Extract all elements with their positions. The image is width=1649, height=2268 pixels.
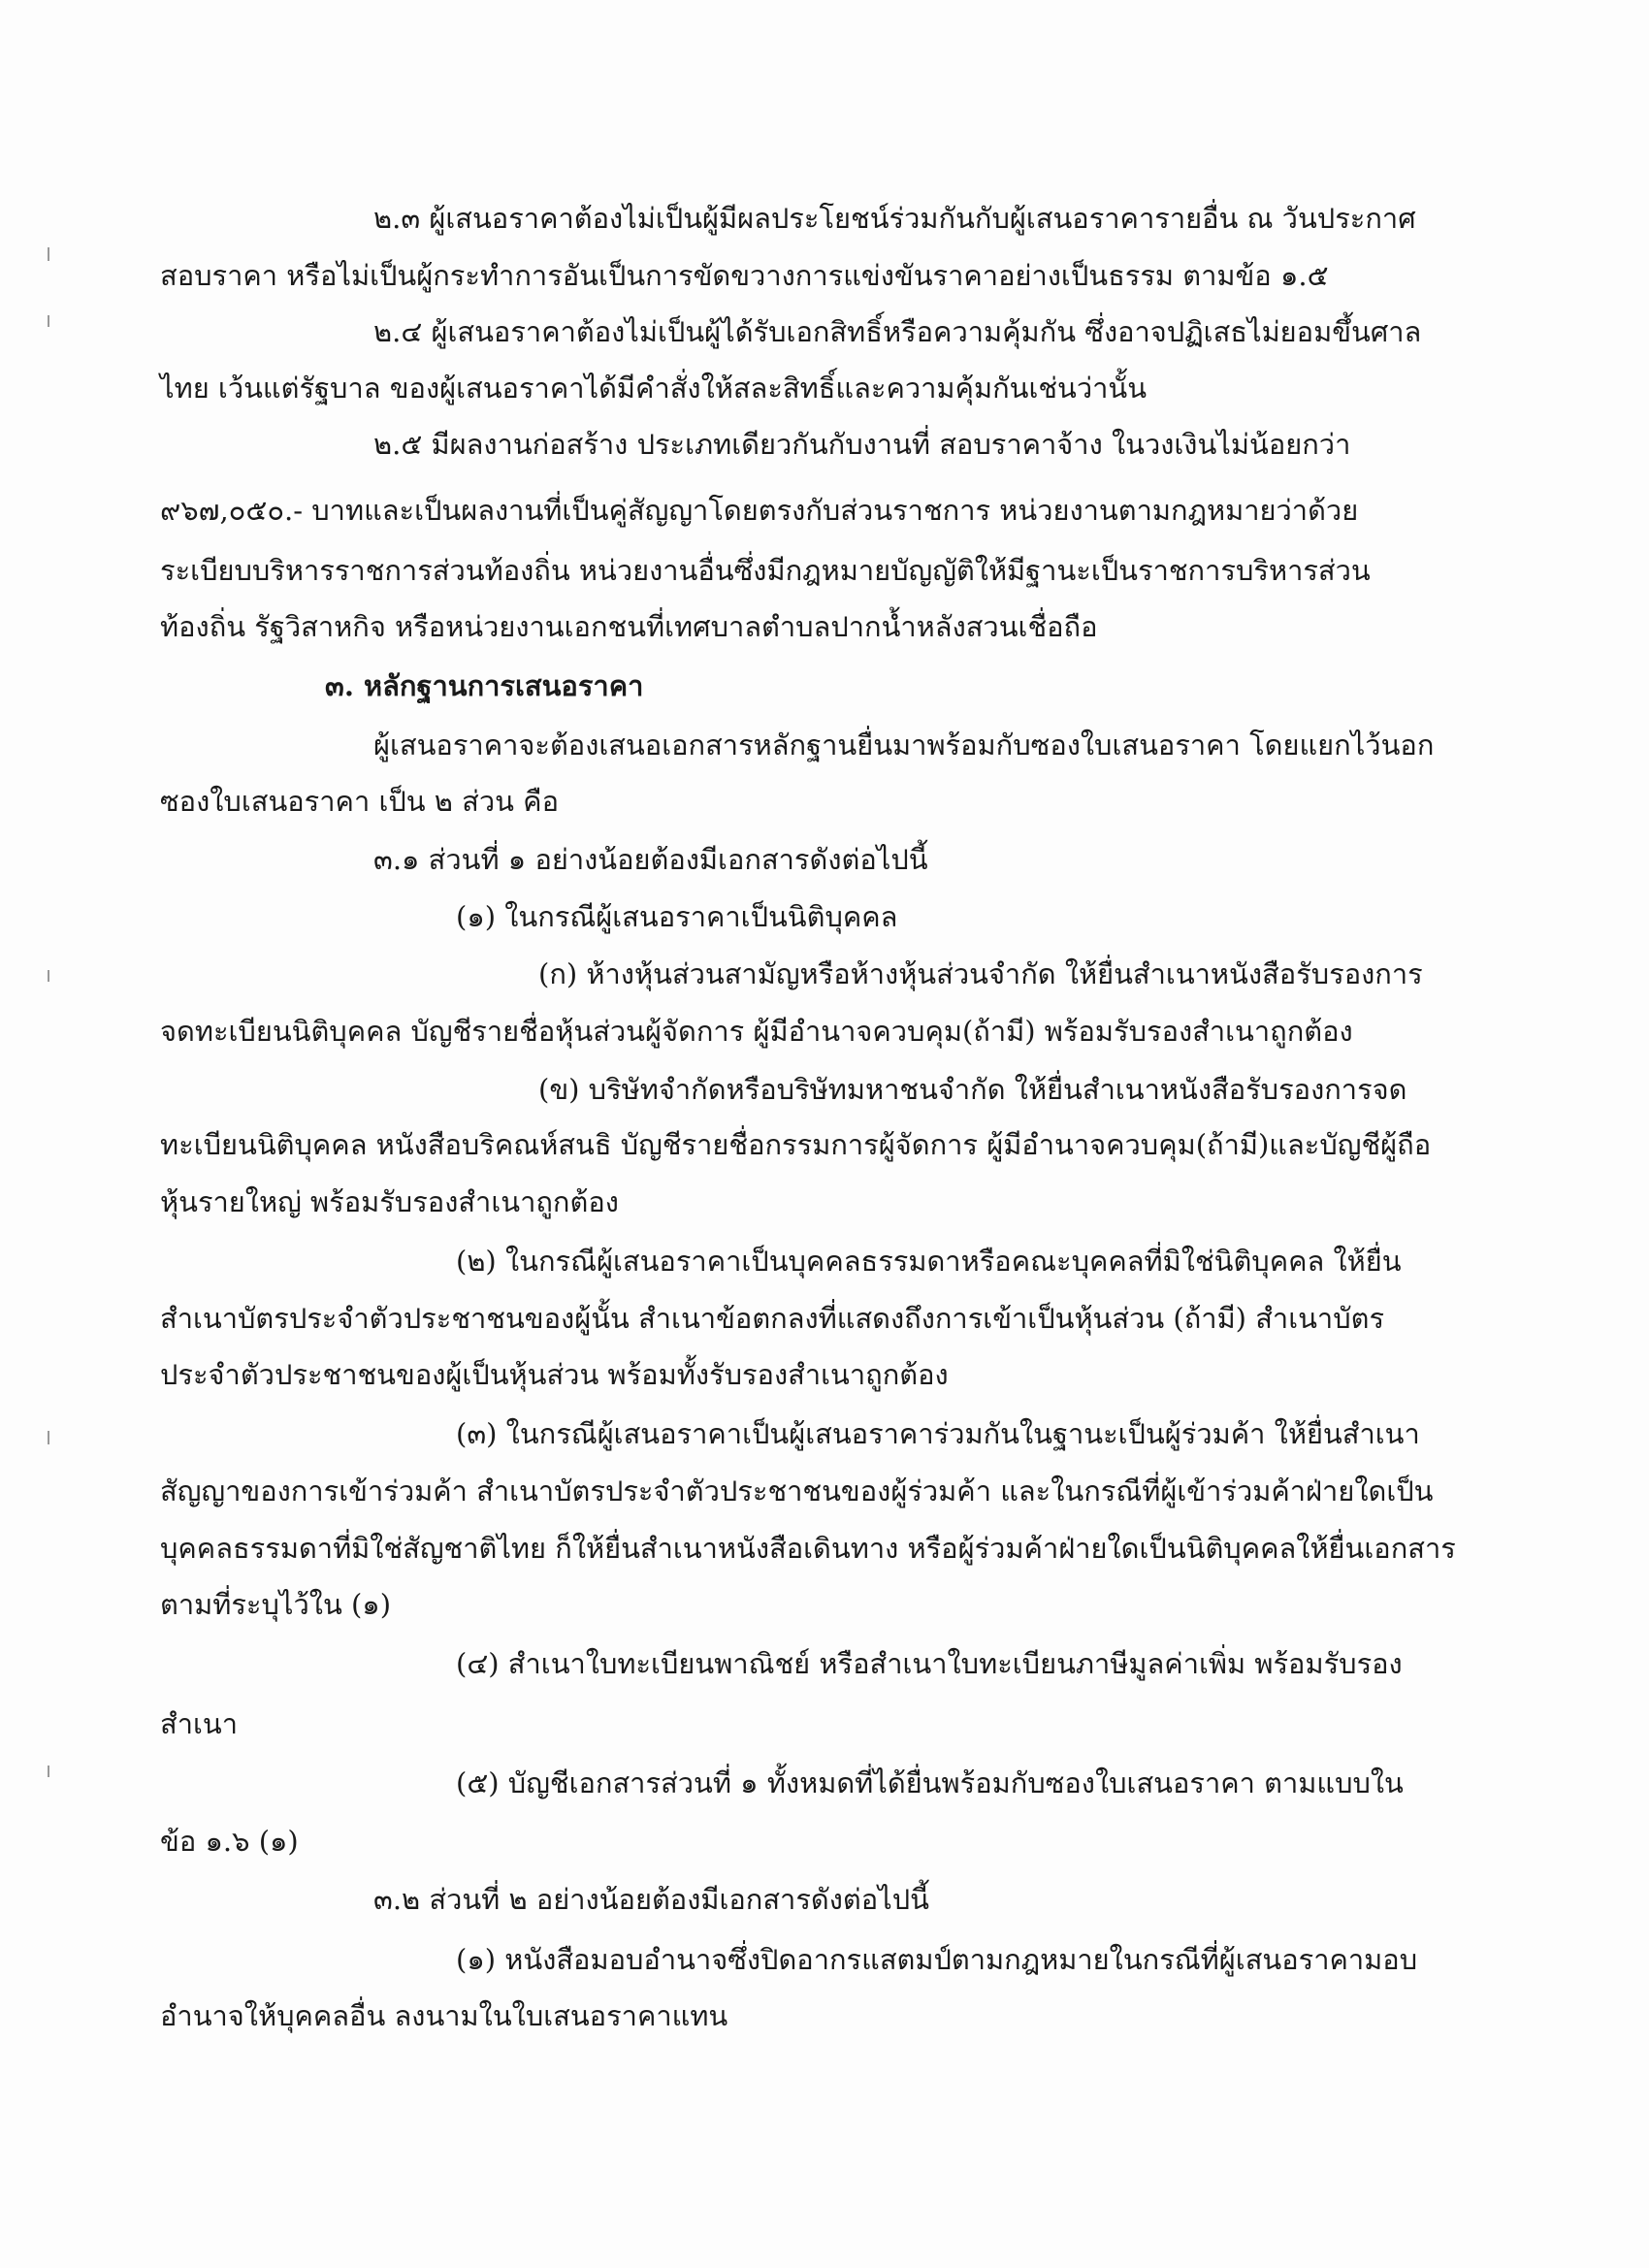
text-line: ๒.๕ มีผลงานก่อสร้าง ประเภทเดียวกันกับงานที่ สอบราคาจ้าง ในวงเงินไม่น้อยกว่า bbox=[373, 428, 1351, 461]
scan-margin-mark bbox=[48, 970, 49, 982]
text-line: สอบราคา หรือไม่เป็นผู้กระทำการอันเป็นการขัดขวางการแข่งขันราคาอย่างเป็นธรรม ตามข้อ ๑.๕ bbox=[160, 259, 1329, 292]
text-line: บุคคลธรรมดาที่มิใช่สัญชาติไทย ก็ให้ยื่นสำเนาหนังสือเดินทาง หรือผู้ร่วมค้าฝ่ายใดเป็นนิติบุคคลให้ยื่นเอกสาร bbox=[160, 1532, 1456, 1565]
scan-margin-mark bbox=[48, 1431, 49, 1444]
text-line: (๑) หนังสือมอบอำนาจซึ่งปิดอากรแสตมป์ตามกฎหมายในกรณีที่ผู้เสนอราคามอบ bbox=[456, 1943, 1418, 1976]
text-line: ๙๖๗,๐๕๐.- บาทและเป็นผลงานที่เป็นคู่สัญญาโดยตรงกับส่วนราชการ หน่วยงานตามกฎหมายว่าด้วย bbox=[160, 494, 1359, 527]
text-line: ทะเบียนนิติบุคคล หนังสือบริคณห์สนธิ บัญชีรายชื่อกรรมการผู้จัดการ ผู้มีอำนาจควบคุม(ถ้ามี)และบัญชีผู้ถือ bbox=[160, 1128, 1432, 1161]
text-line: ระเบียบบริหารราชการส่วนท้องถิ่น หน่วยงานอื่นซึ่งมีกฎหมายบัญญัติให้มีฐานะเป็นราชการบริหารส่วน bbox=[160, 554, 1371, 587]
text-line: ข้อ ๑.๖ (๑) bbox=[160, 1825, 299, 1858]
text-line: ซองใบเสนอราคา เป็น ๒ ส่วน คือ bbox=[160, 785, 559, 818]
text-line: (๒) ในกรณีผู้เสนอราคาเป็นบุคคลธรรมดาหรือคณะบุคคลที่มิใช่นิติบุคคล ให้ยื่น bbox=[456, 1245, 1402, 1278]
text-line: จดทะเบียนนิติบุคคล บัญชีรายชื่อหุ้นส่วนผู้จัดการ ผู้มีอำนาจควบคุม(ถ้ามี) พร้อมรับรองสำเนาถูกต้อง bbox=[160, 1015, 1353, 1048]
scan-margin-mark bbox=[48, 247, 49, 261]
text-line: (ก) ห้างหุ้นส่วนสามัญหรือห้างหุ้นส่วนจำกัด ให้ยื่นสำเนาหนังสือรับรองการ bbox=[538, 957, 1423, 990]
text-line: สัญญาของการเข้าร่วมค้า สำเนาบัตรประจำตัวประชาชนของผู้ร่วมค้า และในกรณีที่ผู้เข้าร่วมค้าฝ่ายใดเป็น bbox=[160, 1474, 1434, 1507]
section-heading: ๓. หลักฐานการเสนอราคา bbox=[325, 669, 644, 702]
text-line: ๓.๑ ส่วนที่ ๑ อย่างน้อยต้องมีเอกสารดังต่อไปนี้ bbox=[373, 843, 928, 876]
text-line: ๓.๒ ส่วนที่ ๒ อย่างน้อยต้องมีเอกสารดังต่อไปนี้ bbox=[373, 1883, 929, 1916]
text-line: ๒.๔ ผู้เสนอราคาต้องไม่เป็นผู้ได้รับเอกสิทธิ์หรือความคุ้มกัน ซึ่งอาจปฏิเสธไม่ยอมขึ้นศาล bbox=[373, 315, 1422, 348]
text-line: (๕) บัญชีเอกสารส่วนที่ ๑ ทั้งหมดที่ได้ยื่นพร้อมกับซองใบเสนอราคา ตามแบบใน bbox=[456, 1766, 1404, 1799]
text-line: อำนาจให้บุคคลอื่น ลงนามในใบเสนอราคาแทน bbox=[160, 1999, 728, 2032]
text-line: สำเนา bbox=[160, 1707, 239, 1740]
text-line: (๑) ในกรณีผู้เสนอราคาเป็นนิติบุคคล bbox=[456, 900, 898, 933]
text-line: (ข) บริษัทจำกัดหรือบริษัทมหาชนจำกัด ให้ยื่นสำเนาหนังสือรับรองการจด bbox=[538, 1073, 1407, 1106]
text-line: ไทย เว้นแต่รัฐบาล ของผู้เสนอราคาได้มีคำสั่งให้สละสิทธิ์และความคุ้มกันเช่นว่านั้น bbox=[160, 372, 1148, 405]
scan-margin-mark bbox=[48, 1766, 49, 1777]
scan-margin-mark bbox=[48, 315, 49, 327]
text-line: หุ้นรายใหญ่ พร้อมรับรองสำเนาถูกต้อง bbox=[160, 1185, 619, 1218]
text-line: (๓) ในกรณีผู้เสนอราคาเป็นผู้เสนอราคาร่วมกันในฐานะเป็นผู้ร่วมค้า ให้ยื่นสำเนา bbox=[456, 1417, 1420, 1450]
text-line: สำเนาบัตรประจำตัวประชาชนของผู้นั้น สำเนาข้อตกลงที่แสดงถึงการเข้าเป็นหุ้นส่วน (ถ้ามี) สำเนาบัตร bbox=[160, 1302, 1385, 1335]
text-line: ประจำตัวประชาชนของผู้เป็นหุ้นส่วน พร้อมทั้งรับรองสำเนาถูกต้อง bbox=[160, 1358, 949, 1391]
text-line: ท้องถิ่น รัฐวิสาหกิจ หรือหน่วยงานเอกชนที่เทศบาลตำบลปากน้ำหลังสวนเชื่อถือ bbox=[160, 610, 1098, 643]
text-line: ผู้เสนอราคาจะต้องเสนอเอกสารหลักฐานยื่นมาพร้อมกับซองใบเสนอราคา โดยแยกไว้นอก bbox=[373, 729, 1435, 761]
text-line: ตามที่ระบุไว้ใน (๑) bbox=[160, 1588, 392, 1621]
text-line: (๔) สำเนาใบทะเบียนพาณิชย์ หรือสำเนาใบทะเบียนภาษีมูลค่าเพิ่ม พร้อมรับรอง bbox=[456, 1647, 1403, 1680]
text-line: ๒.๓ ผู้เสนอราคาต้องไม่เป็นผู้มีผลประโยชน์ร่วมกันกับผู้เสนอราคารายอื่น ณ วันประกาศ bbox=[373, 202, 1416, 235]
